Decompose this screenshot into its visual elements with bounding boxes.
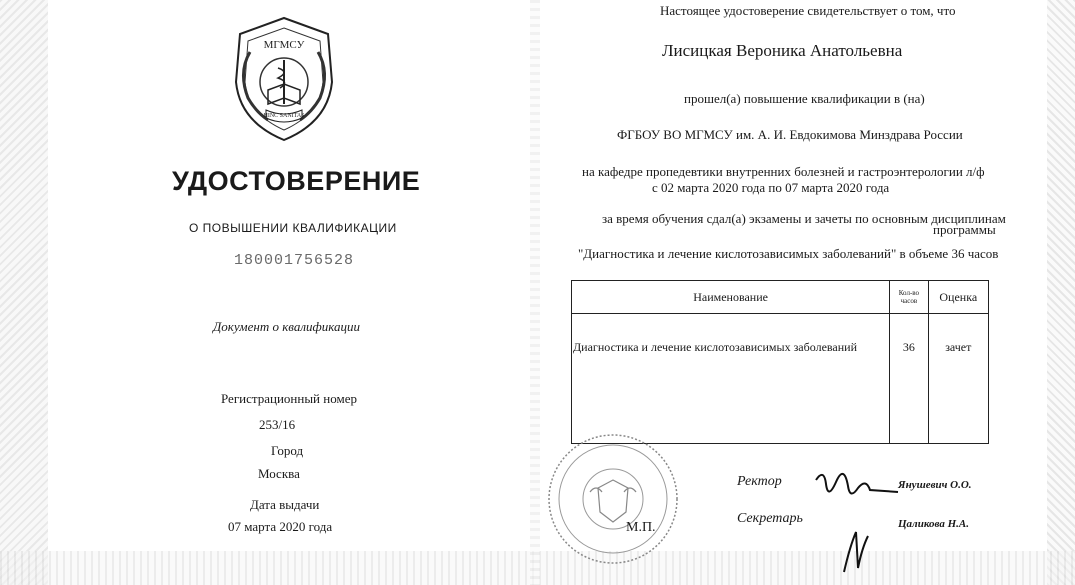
serial-number: 180001756528 [234,252,355,269]
rector-label: Ректор [737,474,782,489]
program-name: "Диагностика и лечение кислотозависимых заболеваний" в объеме 36 часов [578,246,999,261]
seal-place-label: М.П. [626,520,656,535]
document-subtitle: О ПОВЫШЕНИИ КВАЛИФИКАЦИИ [189,221,397,235]
city-value: Москва [258,466,300,481]
document-title: УДОСТОВЕРЕНИЕ [172,166,421,196]
center-fold-pattern [530,0,540,585]
grades-table [571,280,989,444]
rector-signature-icon [812,460,902,510]
holder-full-name: Лисицкая Вероника Анатольевна [662,41,903,60]
official-seal-icon [546,432,680,566]
col-hours-header: Кол-во часов [890,281,928,314]
emblem-top-text: МГМСУ [263,39,305,51]
col-grade-header: Оценка [928,281,988,314]
training-period: с 02 марта 2020 года по 07 марта 2020 года [652,180,890,195]
document-type: Документ о квалификации [213,319,360,334]
issue-date-value: 07 марта 2020 года [228,519,333,534]
reg-number-value: 253/16 [259,417,296,432]
department-name: на кафедре пропедевтики внутренних болезней и гастроэнтерологии л/ф [582,164,985,179]
guilloche-border-right [1047,0,1075,585]
col-name-header: Наименование [572,281,890,314]
secretary-label: Секретарь [737,511,803,526]
institution-name: ФГБОУ ВО МГМСУ им. А. И. Евдокимова Минздрава России [617,127,963,142]
row-discipline-name: Диагностика и лечение кислотозависимых заболеваний [572,314,890,444]
guilloche-border-left [0,0,48,585]
table-row [572,314,989,444]
row-grade: зачет [928,314,988,444]
city-label: Город [271,443,304,458]
exams-text-line1: за время обучения сдал(а) экзамены и зачеты по основным дисциплинам [602,211,1006,226]
reg-number-label: Регистрационный номер [221,391,357,406]
secretary-name: Цаликова Н.А. [898,518,969,530]
secretary-signature-icon [836,528,876,578]
university-emblem-icon [228,12,340,144]
exams-text-line2: программы [933,222,996,237]
row-hours: 36 [890,314,928,444]
table-header-row [572,281,989,314]
rector-name: Янушевич О.О. [898,479,972,491]
emblem-bottom-text: HINC SANITAS [263,113,305,119]
issue-date-label: Дата выдачи [250,497,320,512]
passed-text: прошел(а) повышение квалификации в (на) [684,91,925,106]
intro-text: Настоящее удостоверение свидетельствует о том, что [660,3,956,18]
